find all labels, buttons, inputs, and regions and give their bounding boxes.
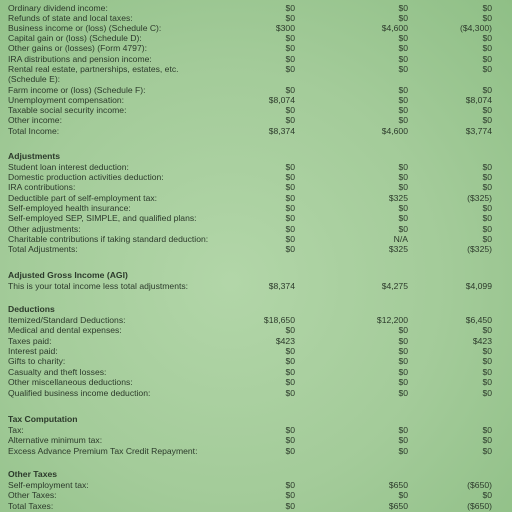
value-col1: $0 <box>285 490 295 500</box>
row-label: Farm income or (loss) (Schedule F): <box>8 85 146 95</box>
value-col1: $8,374 <box>268 126 295 136</box>
value-col1: $0 <box>285 346 295 356</box>
row-label: Total Taxes: <box>8 501 54 511</box>
row-label: Taxes paid: <box>8 336 52 346</box>
value-col2: $0 <box>398 425 408 435</box>
row-label: Medical and dental expenses: <box>8 325 122 335</box>
row-label: (Schedule E): <box>8 74 61 84</box>
row-label: Gifts to charity: <box>8 356 66 366</box>
value-col3: $0 <box>482 325 492 335</box>
row-label: IRA distributions and pension income: <box>8 54 152 64</box>
row-label: Self-employed SEP, SIMPLE, and qualified plans: <box>8 213 197 223</box>
value-col1: $0 <box>285 388 295 398</box>
section-title: Deductions <box>8 304 55 314</box>
row-label: Other Taxes: <box>8 490 57 500</box>
row-label: Capital gain or (loss) (Schedule D): <box>8 33 142 43</box>
value-col3: $0 <box>482 377 492 387</box>
row-label: Unemployment compensation: <box>8 95 125 105</box>
value-col1: $0 <box>285 43 295 53</box>
value-col3: $0 <box>482 54 492 64</box>
value-col3: $0 <box>482 162 492 172</box>
value-col2: $0 <box>398 203 408 213</box>
value-col3: $0 <box>482 13 492 23</box>
value-col3: $0 <box>482 446 492 456</box>
value-col3: $0 <box>482 182 492 192</box>
value-col2: $0 <box>398 85 408 95</box>
row-label: Student loan interest deduction: <box>8 162 129 172</box>
row-label: Other adjustments: <box>8 224 81 234</box>
value-col3: ($325) <box>467 244 492 254</box>
value-col3: $0 <box>482 64 492 74</box>
value-col1: $0 <box>285 193 295 203</box>
value-col3: $0 <box>482 367 492 377</box>
section-header <box>0 469 512 480</box>
value-col3: $0 <box>482 172 492 182</box>
row-label: This is your total income less total adjustments: <box>8 281 189 291</box>
value-col2: $0 <box>398 435 408 445</box>
value-col3: $0 <box>482 105 492 115</box>
row-label: Self-employed health insurance: <box>8 203 131 213</box>
value-col1: $0 <box>285 105 295 115</box>
value-col1: $0 <box>285 367 295 377</box>
value-col3: $0 <box>482 224 492 234</box>
section-header <box>0 414 512 425</box>
row-label: Total Income: <box>8 126 60 136</box>
table-row <box>0 377 512 388</box>
value-col3: $0 <box>482 203 492 213</box>
row-label: Excess Advance Premium Tax Credit Repayment: <box>8 446 198 456</box>
value-col2: $0 <box>398 346 408 356</box>
value-col3: $0 <box>482 43 492 53</box>
value-col3: $0 <box>482 435 492 445</box>
row-label: Business income or (loss) (Schedule C): <box>8 23 162 33</box>
value-col3: $0 <box>482 213 492 223</box>
value-col3: ($650) <box>467 480 492 490</box>
value-col1: $0 <box>285 446 295 456</box>
value-col3: ($4,300) <box>459 23 492 33</box>
value-col3: $0 <box>482 490 492 500</box>
section-title: Tax Computation <box>8 414 78 424</box>
value-col2: $0 <box>398 162 408 172</box>
value-col1: $0 <box>285 182 295 192</box>
value-col2: $0 <box>398 95 408 105</box>
value-col1: $0 <box>285 85 295 95</box>
row-label: Other miscellaneous deductions: <box>8 377 133 387</box>
value-col2: $0 <box>398 490 408 500</box>
value-col2: $0 <box>398 182 408 192</box>
value-col2: $325 <box>388 193 408 203</box>
value-col3: $423 <box>472 336 492 346</box>
value-col2: $0 <box>398 367 408 377</box>
row-label: Tax: <box>8 425 24 435</box>
table-row <box>0 388 512 399</box>
table-row <box>0 435 512 446</box>
value-col2: $0 <box>398 213 408 223</box>
row-label: Casualty and theft losses: <box>8 367 107 377</box>
row-label: Ordinary dividend income: <box>8 3 108 13</box>
table-row <box>0 213 512 224</box>
section-header <box>0 304 512 315</box>
value-col2: $0 <box>398 13 408 23</box>
table-row <box>0 244 512 255</box>
value-col3: $0 <box>482 234 492 244</box>
value-col3: $0 <box>482 33 492 43</box>
value-col2: $650 <box>388 501 408 511</box>
row-label: Qualified business income deduction: <box>8 388 151 398</box>
value-col1: $300 <box>275 23 295 33</box>
value-col2: $0 <box>398 64 408 74</box>
value-col1: $423 <box>275 336 295 346</box>
value-col2: $0 <box>398 388 408 398</box>
value-col2: $4,600 <box>381 126 408 136</box>
value-col2: $325 <box>388 244 408 254</box>
value-col2: $0 <box>398 224 408 234</box>
value-col1: $0 <box>285 377 295 387</box>
value-col1: $0 <box>285 33 295 43</box>
value-col1: $0 <box>285 115 295 125</box>
table-row <box>0 115 512 126</box>
section-header <box>0 151 512 162</box>
value-col2: $0 <box>398 377 408 387</box>
table-row <box>0 446 512 457</box>
value-col1: $18,650 <box>263 315 295 325</box>
value-col2: $0 <box>398 33 408 43</box>
value-col2: $0 <box>398 336 408 346</box>
row-label: Other gains or (losses) (Form 4797): <box>8 43 147 53</box>
row-label: Itemized/Standard Deductions: <box>8 315 126 325</box>
row-label: Taxable social security income: <box>8 105 127 115</box>
value-col3: ($325) <box>467 193 492 203</box>
value-col1: $0 <box>285 13 295 23</box>
value-col2: $0 <box>398 172 408 182</box>
section-header <box>0 270 512 281</box>
table-row <box>0 501 512 512</box>
value-col1: $0 <box>285 3 295 13</box>
table-row <box>0 356 512 367</box>
row-label: Total Adjustments: <box>8 244 78 254</box>
row-label: Self-employment tax: <box>8 480 89 490</box>
value-col1: $0 <box>285 325 295 335</box>
value-col1: $0 <box>285 501 295 511</box>
value-col3: ($650) <box>467 501 492 511</box>
table-row <box>0 182 512 193</box>
value-col2: $0 <box>398 3 408 13</box>
row-label: IRA contributions: <box>8 182 76 192</box>
value-col3: $6,450 <box>465 315 492 325</box>
value-col3: $3,774 <box>465 126 492 136</box>
value-col1: $0 <box>285 172 295 182</box>
section-title: Adjusted Gross Income (AGI) <box>8 270 128 280</box>
value-col2: N/A <box>393 234 408 244</box>
value-col1: $0 <box>285 203 295 213</box>
value-col1: $8,074 <box>268 95 295 105</box>
value-col2: $4,600 <box>381 23 408 33</box>
table-row <box>0 490 512 501</box>
value-col1: $8,374 <box>268 281 295 291</box>
row-label: Charitable contributions if taking standard deduction: <box>8 234 209 244</box>
value-col1: $0 <box>285 435 295 445</box>
value-col2: $650 <box>388 480 408 490</box>
value-col3: $8,074 <box>465 95 492 105</box>
value-col2: $0 <box>398 356 408 366</box>
table-row <box>0 281 512 292</box>
value-col1: $0 <box>285 234 295 244</box>
row-label: Refunds of state and local taxes: <box>8 13 133 23</box>
value-col2: $12,200 <box>376 315 408 325</box>
value-col2: $4,275 <box>381 281 408 291</box>
value-col2: $0 <box>398 325 408 335</box>
value-col1: $0 <box>285 213 295 223</box>
value-col2: $0 <box>398 115 408 125</box>
value-col3: $0 <box>482 115 492 125</box>
row-label: Rental real estate, partnerships, estates, etc. <box>8 64 179 74</box>
row-label: Domestic production activities deduction: <box>8 172 164 182</box>
value-col1: $0 <box>285 64 295 74</box>
value-col2: $0 <box>398 54 408 64</box>
row-label: Other income: <box>8 115 62 125</box>
value-col2: $0 <box>398 105 408 115</box>
table-row <box>0 126 512 137</box>
value-col3: $0 <box>482 388 492 398</box>
row-label: Alternative minimum tax: <box>8 435 103 445</box>
value-col1: $0 <box>285 425 295 435</box>
value-col2: $0 <box>398 446 408 456</box>
value-col1: $0 <box>285 162 295 172</box>
row-label: Interest paid: <box>8 346 58 356</box>
value-col1: $0 <box>285 356 295 366</box>
value-col1: $0 <box>285 244 295 254</box>
section-title: Adjustments <box>8 151 61 161</box>
value-col1: $0 <box>285 480 295 490</box>
value-col1: $0 <box>285 54 295 64</box>
value-col3: $0 <box>482 3 492 13</box>
table-row <box>0 74 512 85</box>
row-label: Deductible part of self-employment tax: <box>8 193 158 203</box>
section-title: Other Taxes <box>8 469 58 479</box>
value-col1: $0 <box>285 224 295 234</box>
table-row <box>0 325 512 336</box>
table-row <box>0 43 512 54</box>
value-col3: $0 <box>482 85 492 95</box>
value-col3: $0 <box>482 356 492 366</box>
value-col2: $0 <box>398 43 408 53</box>
value-col3: $4,099 <box>465 281 492 291</box>
value-col3: $0 <box>482 346 492 356</box>
value-col3: $0 <box>482 425 492 435</box>
